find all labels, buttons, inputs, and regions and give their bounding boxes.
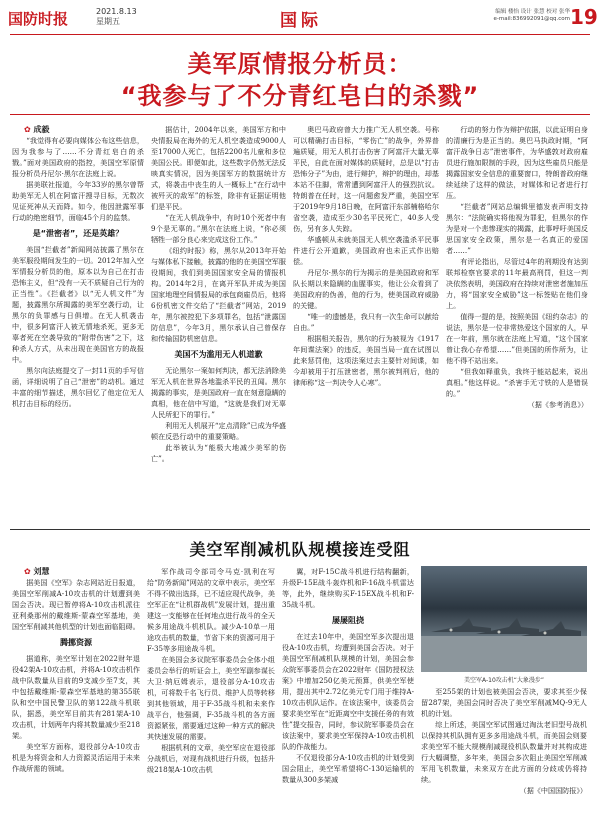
editor-credits (470, 9, 570, 23)
star-icon: ✿ (24, 567, 31, 576)
article2-source: （据《中国国防报》） (519, 786, 587, 795)
aircraft-illustration (421, 566, 587, 672)
photo-caption: 美空军A-10攻击机“大象漫步” (464, 677, 544, 684)
runway-shape (421, 636, 587, 672)
page-number: 19 (570, 5, 598, 29)
star-icon: ✿ (24, 125, 31, 134)
article1-headline-line1: 美军原情报分析员： (187, 50, 413, 78)
a10-aircraft-photo (421, 566, 587, 672)
article1-subhead-1: 是“泄密者”，还是英雄？ (32, 229, 124, 238)
article1-headline-line2: “我参与了不分青红皂白的杀戮” (120, 82, 480, 110)
article2-byline: ✿ 刘慧 (24, 567, 50, 576)
article2-subhead-1: 腾挪资源 (60, 638, 92, 647)
article1-column-2: 据估计，2004年以来，美国军方和中央情报局在海外的无人机空袭造成9000人至17000人死亡，包括2200名儿童和多位美国公民。即便如此，这些数字仍然无法反映真实情况，因为美国军方的数据统计方式，将袭击中丧生的人一概标上“在行动中被歼灭的敌军”的标签，除非有证据证明他们是平民。 “在无人机战争中，有时10个死者中有9个是无辜的。”黑尔在法庭上说，“你必须牺牲一部分良心来完成这份工作。” 《纽约时报》称，黑尔从2013年开始与媒体私下接触，披露的他的在美国空军服役期间，我们到美国国家安全局的情报机构。2014年2月，在离开军队并成为美国国家地理空间情报局的承包商雇员后，他将6份机密文件交给了“拦截者”网站，2019年，黑尔被控犯下多项罪名，包括“泄露国防信息”，今年3月，黑尔承认自己曾保存和传输国防机密信息。 美国不为滥用无人机道歉 无论黑尔一案如何判决，都无法消除美军无人机在世界各地滥杀平民的丑闻。黑尔揭露的事实，是美国政府一直在刻意隐瞒的真相，他在信中写道，“这就是我们对无辜人民所犯下的罪行。” 利用无人机展开“定点清除”已成为华盛顿在反恐行动中的重要策略。 此举被认为“能极大地减少美军的伤亡”。 (151, 125, 286, 463)
article2-column-1: ✿ 刘慧 据美国《空军》杂志网站近日报道，美国空军削减A-10攻击机的计划遭到美国会否决。现已暂停将A-10攻击机派往亚利桑那州的戴维斯-蒙森空军基地，美国空军削减其他机型的计划也面临阻碍。 腾挪资源 据道称，美空军计划在2022财年退役42架A-10攻击机，并将A-10攻击机作战中队数量从目前的9支减少至7支，其中包括戴维斯-蒙森空军基地的第355联队和空中国民警卫队的第122战斗机联队，据悉，美空军目前共有281架A-10攻击机，计划两年内将其数量减少至218架。 美空军方面称，退役部分A-10攻击机是为将资金和人力资源灵活运用于未来作战所需的领域。 (12, 567, 140, 773)
article1-column-3: 奥巴马政府曾大力推广无人机空袭。号称可以精确打击目标，“零伤亡”的战争，外界普遍质疑，用无人机打击伤害了阿富汗大量无辜平民，自此在面对媒体的质疑时，总是以“打击恐怖分子”为由，进行辩护，辩护的理由，却基本站不住脚，常常遭到阿富汗人的强烈抗议。特朗普在任时，这一问题愈发严重，美国空军于2019年9月18日晚，在阿富汗东部楠格哈尔省空袭，造成至少30名平民死亡，40多人受伤，另有多人失踪。 华盛顿从未就美国无人机空袭滥杀平民事件进行公开道歉，美国政府也未正式作出赔偿。 丹尼尔·黑尔的行为揭示的是美国政府和军队长期以来隐瞒的血腥事实，他让公众看到了美国政府的伪善，他的行为，使美国政府威胁的关键。 “唯一的遗憾是，我只有一次生命可以献给自由。” 根据相关报告，黑尔的行为被视为《1917年间谍法案》的违反，美国当局一直在试图以此来惩罚他，这项法案过去主要针对间谍，如今却被用于打压泄密者，黑尔被判刑后，他的律师称“这一判决令人心寒”。 (293, 125, 439, 387)
article2-headline: 美空军削减机队规模接连受阻 (189, 540, 411, 559)
newspaper-logo: 国防时报 (8, 10, 69, 28)
aircraft-1 (431, 618, 491, 632)
article1-byline: ✿ 成毅 (24, 125, 50, 134)
article-divider (10, 529, 590, 530)
article2-column-2: 军作战司令部司令马克·凯利在写给“防务新闻”网站的文章中表示，美空军不得不做出选择，已不适应现代战争，美空军正在“让机群战机”发展计划，提出重建这一支能够在任何地点进行战斗的全天候多用途战斗机机队。减少A-10单一用途攻击机的数量，节省下来的资源可用于F-35等多用途战斗机。 在美国会多议院军事委员会全体小组委员会举行的听证会上，美空军副参谋长大卫·纳厄姆表示，退役部分A-10攻击机，可将数千名飞行员、维护人员等转移到其他领域，用于F-35战斗机和未来作战平台，他强调，F-35战斗机的各方面资源紧张，需要通过这种一种方式的解决其快速发展的需要。 根据机利的文章，美空军应在退役部分战机后，对现有战机进行升级，包括升级218架A-10攻击机 (147, 567, 275, 774)
issue-date (96, 7, 137, 27)
article2-column-3: 翼，对F-15C战斗机进行结构翻新，升级F-15E战斗轰炸机和F-16战斗机雷达等，此外，继续购买F-15EX战斗机和F-35战斗机。 屡屡阻挠 在过去10年中，美国空军多次提出退役A-10攻击机，均遭到美国会否决。对于美国空军削减机队规模的计划，美国会参众院军事委员会在2022财年《国防授权法案》中增加250亿美元预算，供美空军使用，提出其中2.72亿美元专门用于维持A-10攻击机队运作。在该法案中，该委员会要求美空军在“近距离空中支援任务的有效性”提交报告，同时，参议院军事委员会在该法案中，要求美空军保持A-10攻击机机队的作战能力。 不仅退役部分A-10攻击机的计划受到国会阻止，美空军希望将C-130运输机的数量从300多架减 (282, 567, 414, 784)
article2-column-4: 至255架的计划也被美国会否决，要求其至少保留287架，美国会同时否决了美空军削减MQ-9无人机的计划。 综上所述，美国空军试图通过淘汰老旧型号战机以保持其机队拥有更多多用途战斗机，而美国会则要求美空军不能大规模削减现役机队数量并对其构成进行大幅调整，多年来，美国会多次阻止美国空军削减军用飞机数量，未来双方在此方面的分歧或仍将持续。 （据《中国国防报》） (421, 687, 587, 795)
section-title: 国际 (280, 11, 322, 31)
aircraft-row (431, 618, 581, 636)
article1-source: （据《参考消息》） (527, 400, 588, 409)
headline-divider (10, 114, 590, 115)
article1-subhead-2: 美国不为滥用无人机道歉 (174, 350, 263, 359)
issue-weekday: 星期五 (96, 17, 120, 26)
article2-subhead-2: 屡屡阻挠 (332, 616, 364, 625)
article1-column-4: 行动的努力作为辩护依据，以此证明自身的清廉行为是正当的。奥巴马执政时期，“阿富汗战争日志”泄密事件，为华盛敦对政府雇员进行施加限制的手段，因为这些雇员只能是揭露国家安全信息的重要窗口，特朗普政府继续延续了这样的做法，对媒体和记者进行打压。 “拦截者”网站总编辑里德发表声明支持黑尔：“法院确实将他视为罪犯，但黑尔的作为是对一个悲惨现实的揭露，此事呼吁美国反思国家安全政策，黑尔是一名真正的爱国者……” 有评论指出，尽管过4年的刑期没有达到联邦检察官要求的11年最高刑罚，但这一判决依然表明，美国政府在持续对泄密者施加压力，将“国家安全威胁”这一标签贴在他们身上。 值得一提的是，按照美国《纽约杂志》的说法，黑尔是一位非常热爱这个国家的人，早在一年前，黑尔就在法庭上写道，“这个国家曾让我心存希望……”但美国的所作所为，让他不得不站出来。 “但我如释重负，我终于能站起来，说出真相。”他这样说。“杀害手无寸铁的人是错误的。” （据《参考消息》） (446, 125, 588, 409)
editor-email: e-mail:836992091@qq.com (493, 16, 570, 22)
issue-date-text: 2021.8.13 (96, 7, 137, 16)
article1-column-1: ✿ 成毅 “我觉得有必要向媒体公布这些信息，因为我参与了……不分青红皂白的杀戮。”面对美国政府的指控，美国空军原情报分析员丹尼尔·黑尔在法庭上说。 据美联社报道，今年33岁的黑尔曾帮助美军无人机在阿富汗搜寻目标，无数次见证死神从天而降。如今，他因泄露军事行动的绝密细节，面临45个月的监禁。 是“泄密者”，还是英雄？ 美国“拦截者”新闻网站披露了黑尔在美军服役期间发生的一切。2012年加入空军情报分析员的他，原本以为自己在打击恐怖主义，但“没有一天不质疑自己行为的正当性”。《拦截者》以“无人机文件”为题，披露黑尔所揭露的美军空袭行动，让黑尔的负罪感与日俱增。在无人机袭击中，很多阿富汗人被无情地杀死，更多无辜者死在空袭导致的“附带伤害”之下，这种杀人方式，从未出现在美国官方的战报中。 黑尔向法庭提交了一封11页的手写信函，详细说明了自己“泄密”的动机。通过丰富的细节描述，黑尔回忆了他定位无人机打击目标的经历。 (12, 125, 144, 408)
editor-names: 编辑 楼怡 设计 张慧 校对 张华 (495, 9, 570, 15)
